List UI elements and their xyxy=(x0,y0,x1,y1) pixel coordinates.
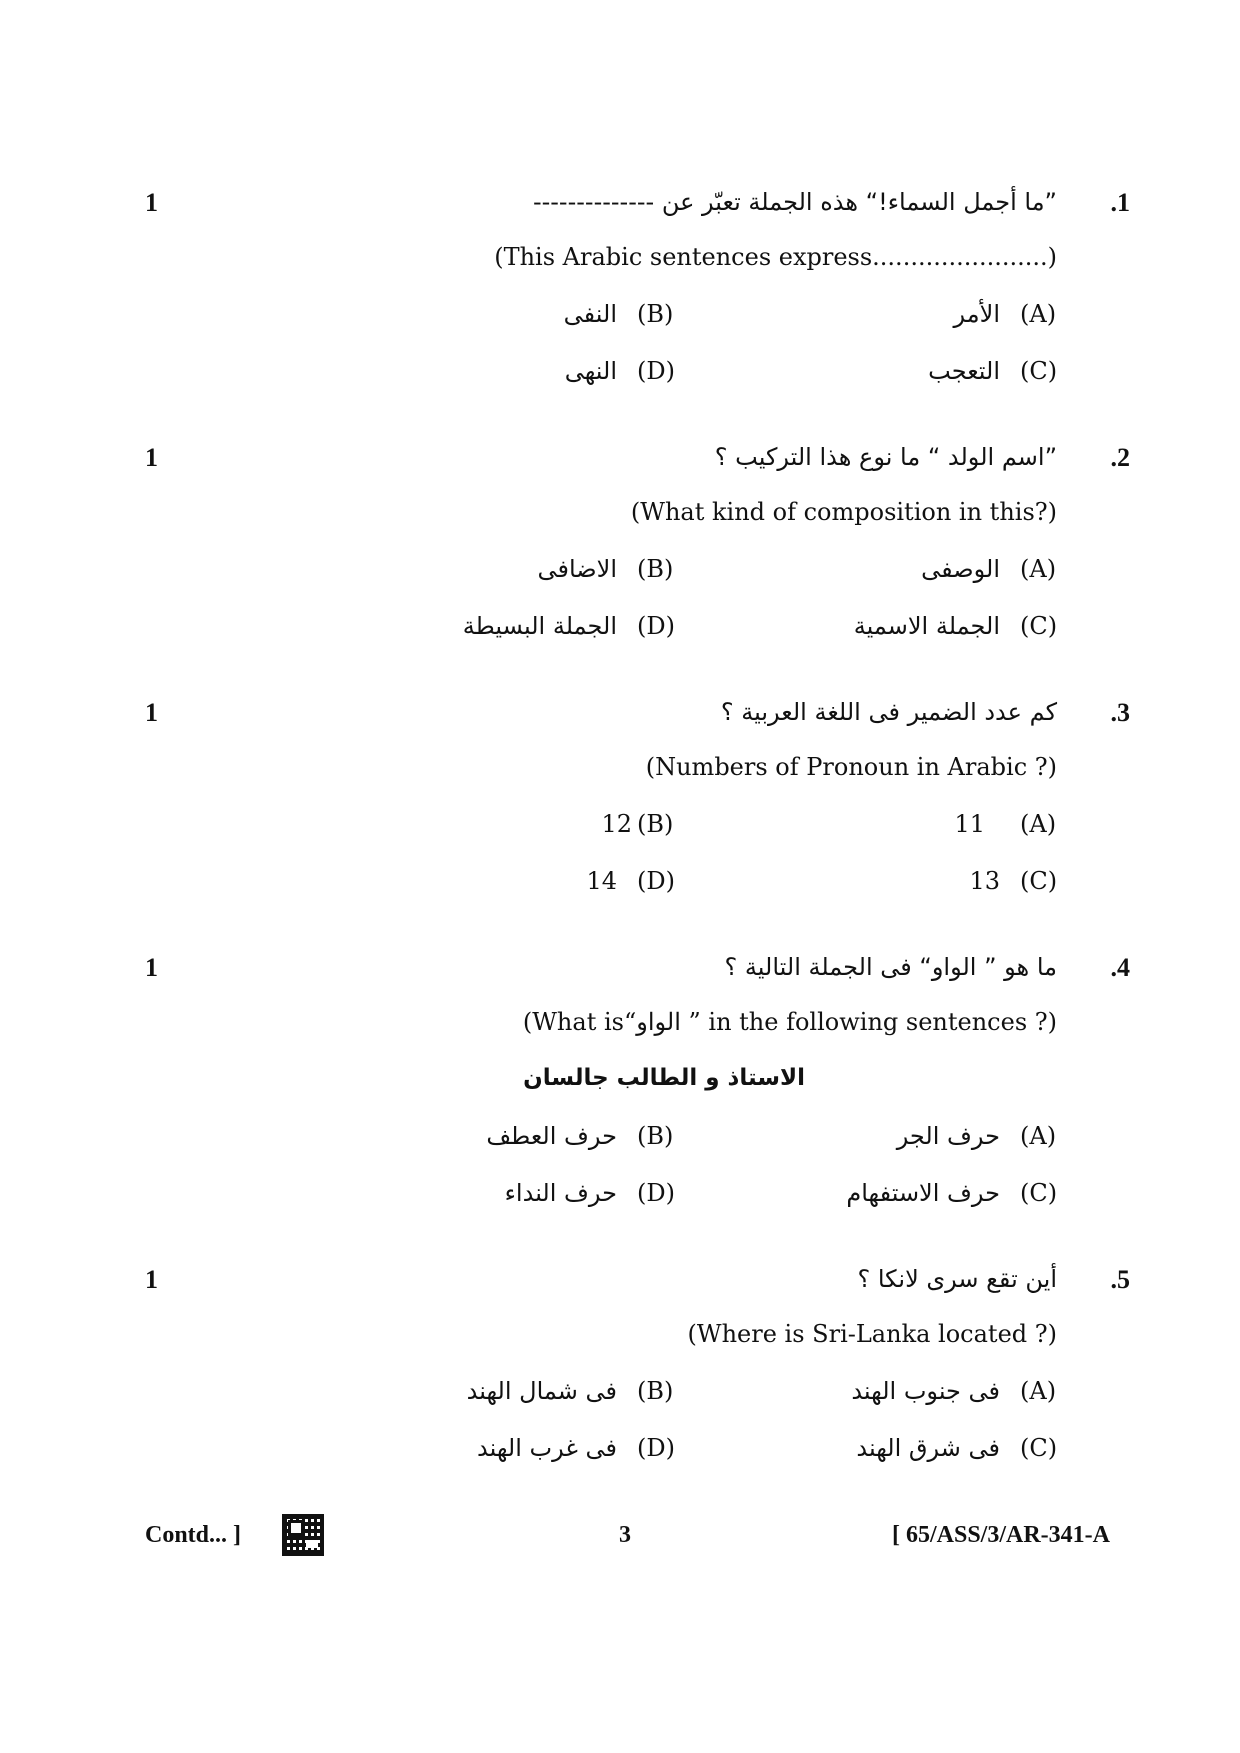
option-d-text: 14 xyxy=(586,867,617,895)
option-c-text: الجملة الاسمية xyxy=(853,612,1000,640)
option-c-text: 13 xyxy=(969,867,1000,895)
question-number: .4 xyxy=(1110,953,1130,982)
option-d-label: (D) xyxy=(637,612,675,640)
question-english-text: (Where is Sri-Lanka located ?) xyxy=(687,1320,1057,1348)
option-a-text: الأمر xyxy=(953,300,1000,328)
question-english-text: (What is“الواو ” in the following sentences ?) xyxy=(522,1008,1057,1036)
question-arabic-text: ”ما أجمل السماء!“ هذه الجملة تعبّر عن -------------- xyxy=(532,188,1057,216)
option-d-label: (D) xyxy=(637,357,675,385)
question-marks: 1 xyxy=(145,443,158,472)
option-d-label: (D) xyxy=(637,1179,675,1207)
option-a-text: حرف الجر xyxy=(896,1122,1000,1150)
question-arabic-text: كم عدد الضمير فى اللغة العربية ؟ xyxy=(720,698,1057,726)
question-marks: 1 xyxy=(145,698,158,727)
option-c-label: (C) xyxy=(1020,1179,1058,1207)
option-c-text: فى شرق الهند xyxy=(856,1434,1000,1462)
option-c-label: (C) xyxy=(1020,867,1058,895)
option-a-text: 11 xyxy=(954,810,985,838)
question-marks: 1 xyxy=(145,1265,158,1294)
option-b-text: الاضافى xyxy=(537,555,617,583)
option-a-label: (A) xyxy=(1020,1377,1057,1405)
question-marks: 1 xyxy=(145,188,158,217)
question-number: .5 xyxy=(1110,1265,1130,1294)
option-b-label: (B) xyxy=(637,810,674,838)
example-sentence: الاستاذ و الطالب جالسان xyxy=(523,1065,805,1091)
option-a-text: فى جنوب الهند xyxy=(851,1377,1000,1405)
option-b-text: حرف العطف xyxy=(486,1122,617,1150)
option-c-text: حرف الاستفهام xyxy=(846,1179,1000,1207)
question-number: .1 xyxy=(1110,188,1130,217)
question-english-text: (Numbers of Pronoun in Arabic ?) xyxy=(645,753,1057,781)
option-c-text: التعجب xyxy=(928,357,1000,385)
question-number: .3 xyxy=(1110,698,1130,727)
option-a-label: (A) xyxy=(1020,810,1057,838)
option-d-label: (D) xyxy=(637,1434,675,1462)
option-d-text: النهى xyxy=(564,357,617,385)
option-b-text: 12 xyxy=(601,810,632,838)
option-a-label: (A) xyxy=(1020,300,1057,328)
qr-code-icon xyxy=(282,1514,324,1556)
option-d-text: الجملة البسيطة xyxy=(462,612,617,640)
option-b-label: (B) xyxy=(637,300,674,328)
option-c-label: (C) xyxy=(1020,612,1058,640)
option-b-text: فى شمال الهند xyxy=(466,1377,617,1405)
question-english-text: (This Arabic sentences express.......................) xyxy=(494,243,1057,271)
paper-code: [ 65/ASS/3/AR-341-A xyxy=(891,1522,1110,1548)
option-d-label: (D) xyxy=(637,867,675,895)
option-a-label: (A) xyxy=(1020,1122,1057,1150)
option-c-label: (C) xyxy=(1020,357,1058,385)
option-b-label: (B) xyxy=(637,1122,674,1150)
option-d-text: حرف النداء xyxy=(504,1179,617,1207)
option-b-label: (B) xyxy=(637,1377,674,1405)
page-number: 3 xyxy=(619,1522,631,1548)
option-a-text: الوصفى xyxy=(921,555,1000,583)
option-b-label: (B) xyxy=(637,555,674,583)
option-b-text: النفى xyxy=(563,300,617,328)
question-arabic-text: ”اسم الولد “ ما نوع هذا التركيب ؟ xyxy=(714,443,1057,471)
option-a-label: (A) xyxy=(1020,555,1057,583)
question-arabic-text: أين تقع سرى لانكا ؟ xyxy=(857,1265,1057,1293)
option-d-text: فى غرب الهند xyxy=(476,1434,617,1462)
question-number: .2 xyxy=(1110,443,1130,472)
question-arabic-text: ما هو ” الواو“ فى الجملة التالية ؟ xyxy=(724,953,1057,981)
option-c-label: (C) xyxy=(1020,1434,1058,1462)
contd-label: Contd... ] xyxy=(145,1522,242,1548)
question-english-text: (What kind of composition in this?) xyxy=(630,498,1057,526)
question-marks: 1 xyxy=(145,953,158,982)
